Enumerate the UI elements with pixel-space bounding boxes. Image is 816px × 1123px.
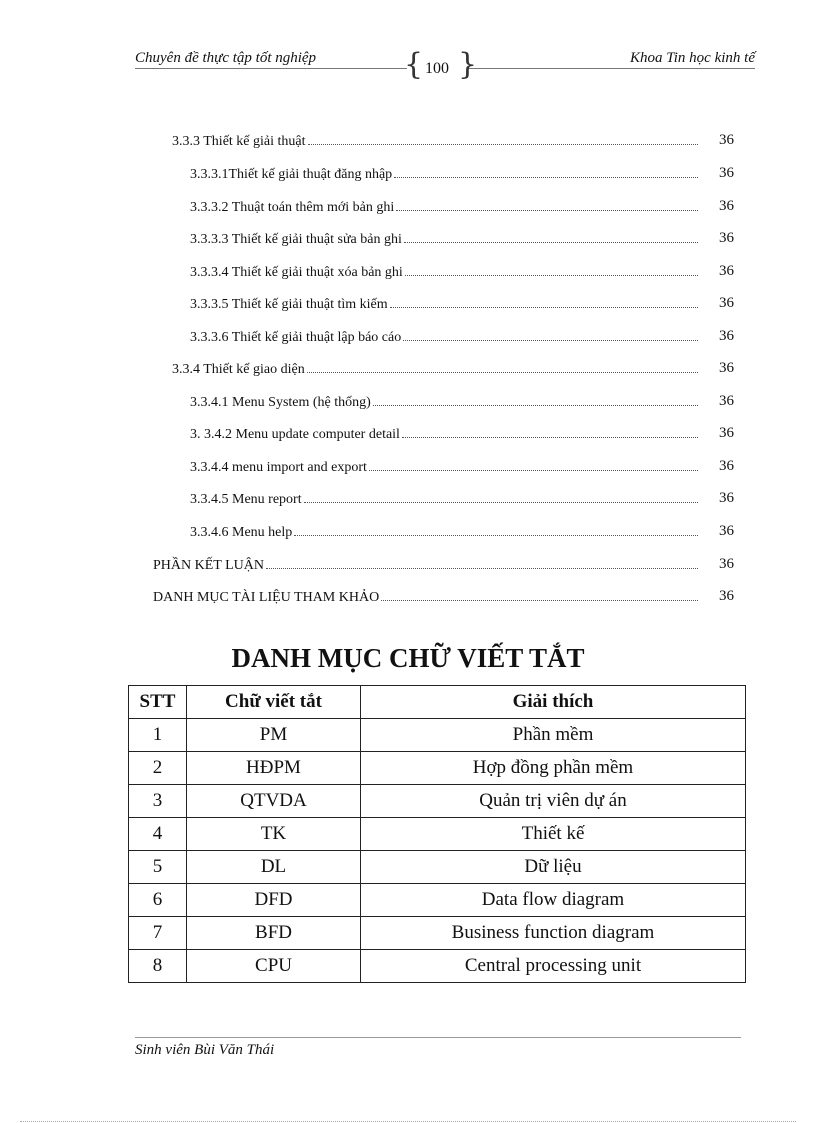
cell-explanation: Central processing unit [361, 950, 746, 983]
cell-explanation: Phần mềm [361, 719, 746, 752]
cell-stt: 3 [129, 785, 187, 818]
cell-abbreviation: PM [187, 719, 361, 752]
toc-item[interactable]: 3.3.4.5 Menu report [190, 486, 702, 508]
toc-page: 36 [719, 393, 734, 409]
cell-explanation: Dữ liệu [361, 851, 746, 884]
toc-page: 36 [719, 523, 734, 539]
table-row [129, 785, 746, 818]
table-row [129, 752, 746, 785]
table-row [129, 818, 746, 851]
cell-explanation: Thiết kế [361, 818, 746, 851]
cell-stt: 4 [129, 818, 187, 851]
abbreviation-title: DANH MỤC CHỮ VIẾT TẮT [231, 643, 585, 673]
toc-page: 36 [719, 198, 734, 214]
toc-page: 36 [719, 490, 734, 506]
toc-item[interactable]: 3.3.3.5 Thiết kế giải thuật tìm kiếm [190, 291, 702, 313]
toc-item[interactable]: 3.3.3.3 Thiết kế giải thuật sửa bản ghi [190, 226, 702, 248]
cell-abbreviation: DFD [187, 884, 361, 917]
cell-explanation: Hợp đồng phần mềm [361, 752, 746, 785]
toc-item[interactable]: 3.3.3.4 Thiết kế giải thuật xóa bản ghi [190, 259, 702, 281]
cell-abbreviation: BFD [187, 917, 361, 950]
table-row [129, 851, 746, 884]
toc-page: 36 [719, 165, 734, 181]
cell-abbreviation: CPU [187, 950, 361, 983]
toc-item[interactable]: PHẦN KẾT LUẬN [153, 552, 702, 574]
cell-abbreviation: TK [187, 818, 361, 851]
toc-item[interactable]: 3.3.3.2 Thuật toán thêm mới bản ghi [190, 194, 702, 216]
table-row [129, 917, 746, 950]
toc-page: 36 [719, 230, 734, 246]
toc-page: 36 [719, 263, 734, 279]
cell-explanation: Data flow diagram [361, 884, 746, 917]
table-row [129, 884, 746, 917]
cell-abbreviation: QTVDA [187, 785, 361, 818]
cell-explanation: Quản trị viên dự án [361, 785, 746, 818]
toc-item[interactable]: 3.3.3 Thiết kế giải thuật [172, 128, 702, 150]
header-abbreviation: Chữ viết tắt [187, 686, 361, 719]
toc-item[interactable]: 3.3.3.6 Thiết kế giải thuật lập báo cáo [190, 324, 702, 346]
cell-abbreviation: HĐPM [187, 752, 361, 785]
toc-page: 36 [719, 556, 734, 572]
cell-stt: 2 [129, 752, 187, 785]
cell-stt: 1 [129, 719, 187, 752]
toc-page: 36 [719, 588, 734, 604]
toc-page: 36 [719, 132, 734, 148]
cell-abbreviation: DL [187, 851, 361, 884]
toc-page: 36 [719, 458, 734, 474]
toc-item[interactable]: 3.3.4.4 menu import and export [190, 454, 702, 476]
page-number: 100 [425, 60, 449, 77]
header-explanation: Giải thích [361, 686, 746, 719]
cell-stt: 7 [129, 917, 187, 950]
toc-page: 36 [719, 295, 734, 311]
toc-item[interactable]: 3.3.4.6 Menu help [190, 519, 702, 541]
cell-stt: 6 [129, 884, 187, 917]
header-right: Khoa Tin học kinh tế [630, 50, 755, 66]
cell-explanation: Business function diagram [361, 917, 746, 950]
toc-page: 36 [719, 425, 734, 441]
toc-item[interactable]: 3.3.4.1 Menu System (hệ thống) [190, 389, 702, 411]
footer-author: Sinh viên Bùi Văn Thái [135, 1042, 275, 1058]
table-row [129, 719, 746, 752]
toc-item[interactable]: 3.3.4 Thiết kế giao diện [172, 356, 702, 378]
toc-page: 36 [719, 360, 734, 376]
header-rule-left [135, 68, 407, 69]
toc-item[interactable]: 3. 3.4.2 Menu update computer detail [190, 421, 702, 443]
header-left: Chuyên đề thực tập tốt nghiệp [135, 50, 317, 66]
toc-item[interactable]: 3.3.3.1Thiết kế giải thuật đăng nhập [190, 161, 702, 183]
cell-stt: 8 [129, 950, 187, 983]
abbreviation-table [128, 685, 746, 983]
header-stt: STT [129, 686, 187, 719]
table-row [129, 950, 746, 983]
toc-page: 36 [719, 328, 734, 344]
table-header-row [129, 686, 746, 719]
header-rule-right [468, 68, 755, 69]
footer-rule [135, 1037, 741, 1038]
right-brace-icon: } [458, 47, 478, 82]
cell-stt: 5 [129, 851, 187, 884]
left-brace-icon: { [404, 47, 424, 82]
page-bottom-rule [20, 1121, 796, 1122]
toc-item[interactable]: DANH MỤC TÀI LIỆU THAM KHẢO [153, 584, 702, 606]
